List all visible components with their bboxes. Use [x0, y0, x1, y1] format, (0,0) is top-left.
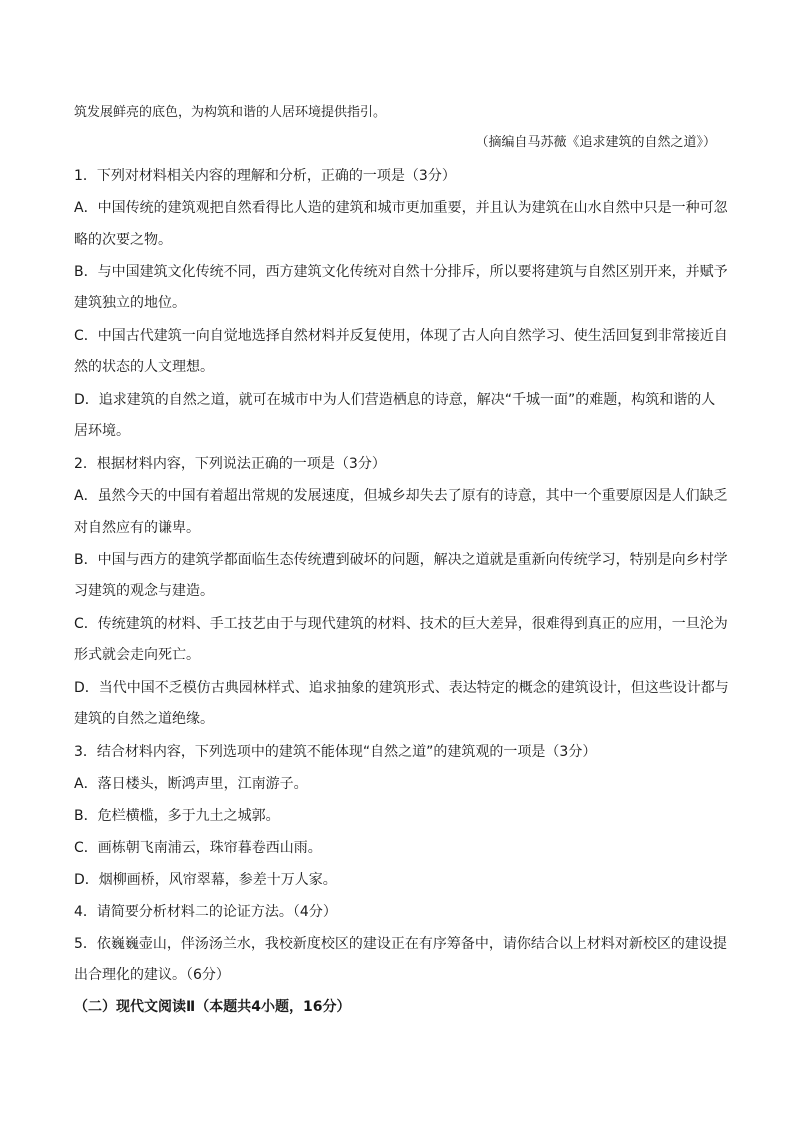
question-2-option-b: B．中国与西方的建筑学都面临生态传统遭到破坏的问题，解决之道就是重新向传统学习，特别是向乡村学 [74, 552, 728, 568]
question-3-option-c: C．画栋朝飞南浦云，珠帘暮卷西山雨。 [74, 840, 322, 856]
question-2-option-b-cont: 习建筑的观念与建造。 [74, 583, 214, 599]
question-3-option-d: D．烟柳画桥，风帘翠幕，参差十万人家。 [74, 872, 337, 888]
question-1-option-c-cont: 然的状态的人文理想。 [74, 359, 214, 375]
question-5-stem-cont: 出合理化的建议。（6分） [74, 967, 230, 983]
question-1-option-a: A．中国传统的建筑观把自然看得比人造的建筑和城市更加重要，并且认为建筑在山水自然中只是一种可忽 [74, 200, 728, 216]
question-2-option-d: D．当代中国不乏模仿古典园林样式、追求抽象的建筑形式、表达特定的概念的建筑设计，但这些设计都与 [74, 680, 729, 696]
question-2-option-d-cont: 建筑的自然之道绝缘。 [74, 711, 214, 727]
question-1-stem: 1．下列对材料相关内容的理解和分析，正确的一项是（3分） [74, 168, 456, 184]
question-3-stem: 3．结合材料内容，下列选项中的建筑不能体现“自然之道”的建筑观的一项是（3分） [74, 744, 597, 760]
question-2-option-c-cont: 形式就会走向死亡。 [74, 647, 200, 663]
passage-ending: 筑发展鲜亮的底色，为构筑和谐的人居环境提供指引。 [74, 105, 387, 120]
question-1-option-a-cont: 略的次要之物。 [74, 232, 172, 248]
question-2-option-a-cont: 对自然应有的谦卑。 [74, 520, 200, 536]
section-heading: （二）现代文阅读Ⅱ（本题共4小题，16分） [74, 999, 351, 1015]
question-1-option-b: B．与中国建筑文化传统不同，西方建筑文化传统对自然十分排斥，所以要将建筑与自然区别开来，并赋予 [74, 264, 728, 280]
question-3-option-a: A．落日楼头，断鸿声里，江南游子。 [74, 776, 308, 792]
question-2-option-c: C．传统建筑的材料、手工技艺由于与现代建筑的材料、技术的巨大差异，很难得到真正的应用，一旦沦为 [74, 616, 728, 632]
question-1-option-b-cont: 建筑独立的地位。 [74, 295, 186, 311]
source-citation: （摘编自马苏薇《追求建筑的自然之道》） [475, 135, 716, 150]
question-4-stem: 4．请简要分析材料二的论证方法。（4分） [74, 904, 337, 920]
question-1-option-d-cont: 居环境。 [74, 423, 130, 439]
question-3-option-b: B．危栏横槛，多于九土之城郭。 [74, 808, 280, 824]
question-2-stem: 2．根据材料内容，下列说法正确的一项是（3分） [74, 456, 386, 472]
question-2-option-a: A．虽然今天的中国有着超出常规的发展速度，但城乡却失去了原有的诗意，其中一个重要原因是人们缺乏 [74, 488, 728, 504]
question-1-option-c: C．中国古代建筑一向自觉地选择自然材料并反复使用，体现了古人向自然学习、使生活回复到非常接近自 [74, 328, 728, 344]
question-1-option-d: D．追求建筑的自然之道，就可在城市中为人们营造栖息的诗意，解决“千城一面”的难题，构筑和谐的人 [74, 392, 716, 408]
question-5-stem: 5．依巍巍壶山，伴汤汤兰水，我校新度校区的建设正在有序筹备中，请你结合以上材料对新校区的建设提 [74, 936, 727, 952]
